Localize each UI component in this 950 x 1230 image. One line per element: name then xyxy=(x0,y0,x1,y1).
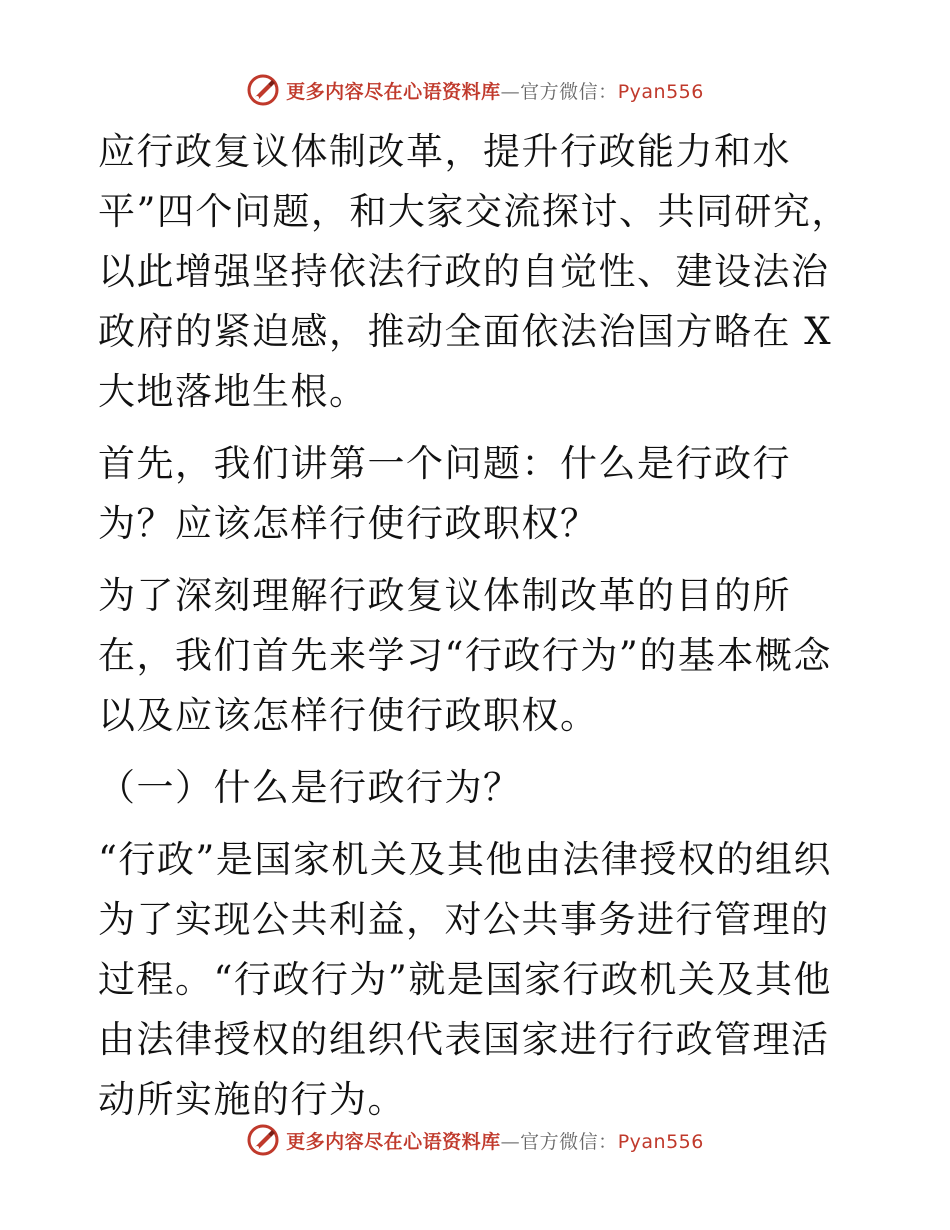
footer-banner xyxy=(0,1120,950,1160)
paragraph-4: （一）什么是行政行为？ xyxy=(98,766,522,809)
paragraph-2: 首先，我们讲第一个问题：什么是行政行为？应该怎样行使行政职权？ xyxy=(98,442,791,545)
paragraph-5: “行政”是国家机关及其他由法律授权的组织为了实现公共利益，对公共事务进行管理的过程。“行政行为”就是国家行政机关及其他由法律授权的组织代表国家进行行政管理活动所实施的行为。 xyxy=(98,838,832,1121)
footer-banner-wechat-label: 官方微信： xyxy=(520,1130,618,1153)
paragraph-3: 为了深刻理解行政复议体制改革的目的所在，我们首先来学习“行政行为”的基本概念以及应该怎样行使行政职权。 xyxy=(98,574,832,737)
header-banner-wechat-id: Pyan556 xyxy=(617,80,704,103)
header-banner-main: 更多内容尽在心语资料库 xyxy=(286,80,501,103)
header-banner-dash: — xyxy=(500,80,521,103)
document-body xyxy=(98,122,858,1130)
footer-banner-main: 更多内容尽在心语资料库 xyxy=(286,1130,501,1153)
header-banner xyxy=(0,70,950,110)
header-banner-text xyxy=(286,77,704,104)
footer-banner-dash: — xyxy=(500,1130,521,1153)
footer-banner-wechat-id: Pyan556 xyxy=(617,1130,704,1153)
pen-logo-icon xyxy=(246,73,280,107)
footer-banner-text xyxy=(286,1127,704,1154)
pen-logo-icon xyxy=(246,1123,280,1157)
header-banner-wechat-label: 官方微信： xyxy=(520,80,618,103)
paragraph-1: 应行政复议体制改革，提升行政能力和水平”四个问题，和大家交流探讨、共同研究，以此增强坚持依法行政的自觉性、建设法治政府的紧迫感，推动全面依法治国方略在 X 大地落地生根。 xyxy=(98,130,850,413)
